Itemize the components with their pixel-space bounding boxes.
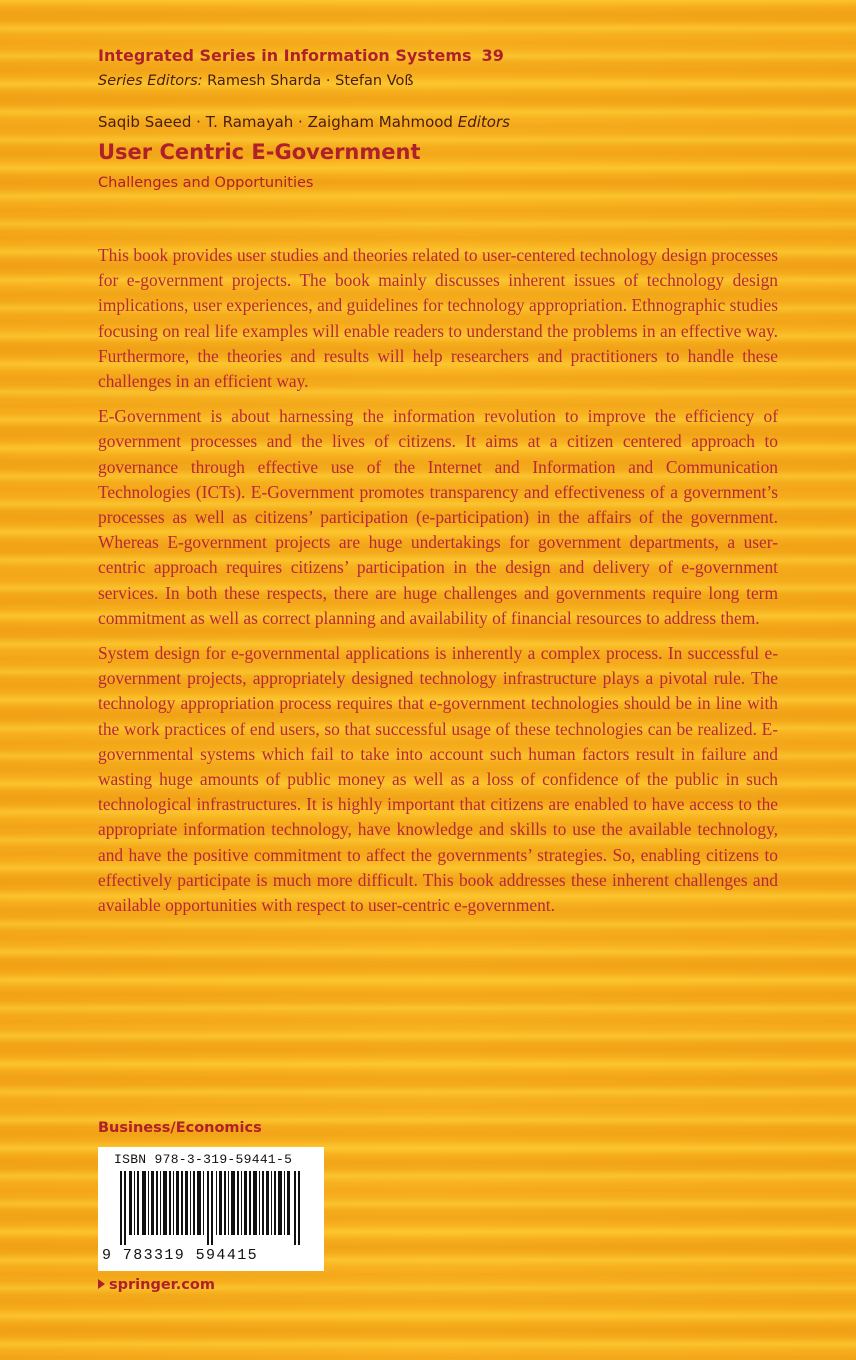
arrow-right-icon [98,1279,105,1289]
description-paragraph-2: E-Government is about harnessing the information revolution to improve the efficiency of government processes and the lives of citizens. It aims at a citizen centered approach to governance through effective use of the Internet and Information and Communication Technologies (ICTs). E-Government promotes transparency and effectiveness of a government’s processes as well as citizens’ participation (e-participation) in the affairs of the government. Whereas E-government projects are huge undertakings for government departments, a user-centric approach requires citizens’ participation in the design and delivery of e-government services. In both these respects, there are huge challenges and governments require long term commitment as well as correct planning and availability of financial resources to address them. [98,406,778,628]
series-name: Integrated Series in Information Systems [98,46,472,65]
book-editors-names: Saqib Saeed · T. Ramayah · Zaigham Mahmood [98,113,453,131]
series-editors-names: Ramesh Sharda · Stefan Voß [207,73,414,89]
isbn-digits: 9 783319 594415 [102,1247,259,1264]
description-paragraph-3: System design for e-governmental applications is inherently a complex process. In successful e-government projects, appropriately designed technology infrastructure plays a pivotal rule. The technology appropriation process requires that e-government technologies should be in line with the work practices of end users, so that successful usage of these technologies can be realized. E-governmental systems which fail to take into account such human factors result in failure and wasting huge amounts of public money as well as a loss of confidence of the public in such technological infrastructures. It is highly important that citizens are enabled to have access to the appropriate information technology, have knowledge and skills to use the available technology, and have the positive commitment to affect the governments’ strategies. So, enabling citizens to effectively participate is much more difficult. This book addresses these inherent challenges and available opportunities with respect to user-centric e-government. [98,643,778,916]
category-label: Business/Economics [98,1120,262,1136]
series-title [98,46,504,65]
series-editors-label: Series Editors: [98,73,203,89]
isbn-barcode [98,1147,324,1271]
description-paragraph-1: This book provides user studies and theories related to user-centered technology design processes for e-government projects. The book mainly discusses inherent issues of technology design implications, user experiences, and guidelines for technology appropriation. Ethnographic studies focusing on real life examples will enable readers to understand the problems in an effective way. Furthermore, the theories and results will help researchers and practitioners to handle these challenges in an efficient way. [98,245,778,392]
barcode-bars [112,1171,312,1245]
book-description [98,243,778,928]
series-volume: 39 [481,46,504,65]
series-editors [98,73,414,89]
publisher-link[interactable] [98,1277,215,1293]
book-editors-role: Editors [457,113,510,131]
publisher-url[interactable]: springer.com [109,1277,215,1293]
book-subtitle: Challenges and Opportunities [98,175,314,191]
isbn-label: ISBN 978-3-319-59441-5 [114,1152,293,1167]
book-editors [98,113,510,131]
book-title: User Centric E-Government [98,140,421,164]
